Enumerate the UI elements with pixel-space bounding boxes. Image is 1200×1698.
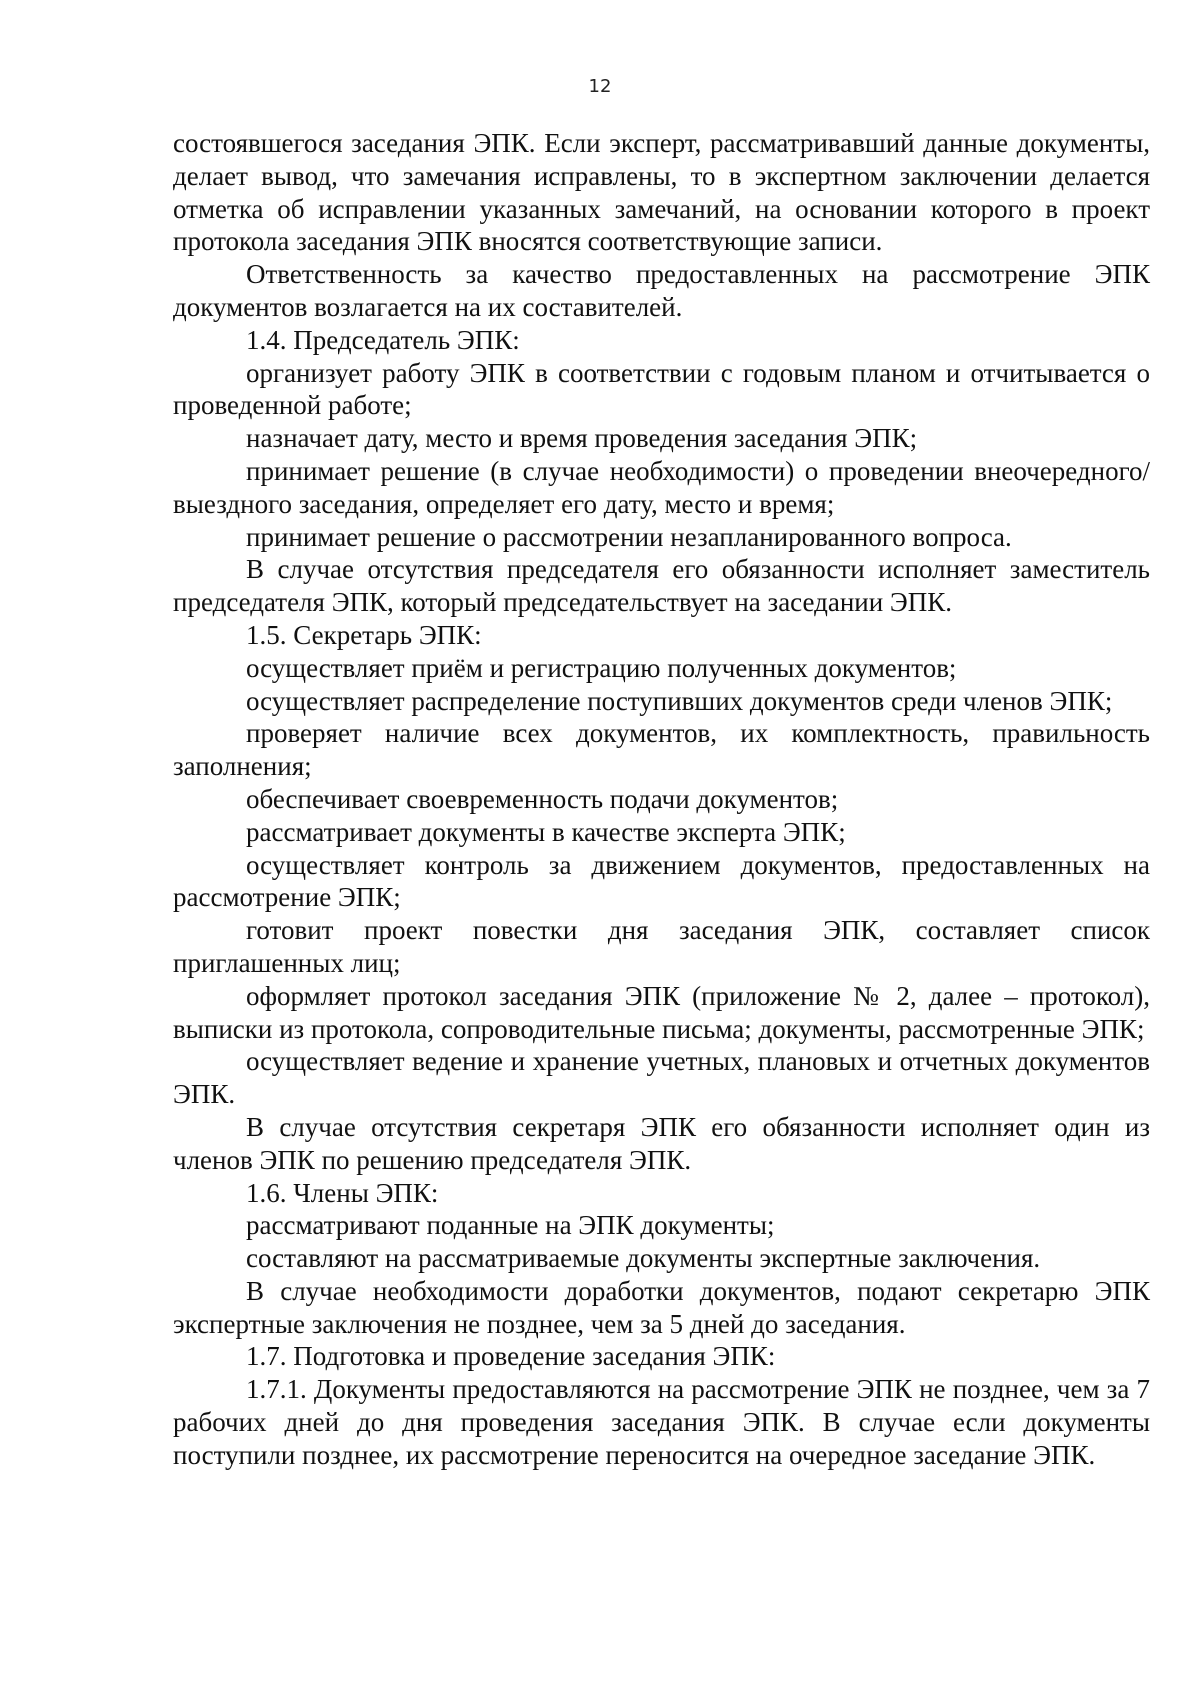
paragraph: 1.5. Секретарь ЭПК:	[246, 619, 482, 650]
document-body	[173, 127, 1150, 1472]
paragraph: готовит проект повестки дня заседания ЭПК, составляет список приглашенных лиц;	[173, 915, 1150, 978]
paragraph: рассматривает документы в качестве эксперта ЭПК;	[246, 816, 846, 847]
paragraph: Ответственность за качество предоставленных на рассмотрение ЭПК документов возлагается на их составителей.	[173, 259, 1150, 322]
paragraph: составляют на рассматриваемые документы экспертные заключения.	[246, 1243, 1041, 1274]
paragraph: принимает решение (в случае необходимости) о проведении внеочередного/выездного заседания, определяет его дату, место и время;	[173, 455, 1150, 519]
paragraph: осуществляет контроль за движением документов, предоставленных на рассмотрение ЭПК;	[173, 849, 1150, 913]
paragraph: осуществляет распределение поступивших документов среди членов ЭПК;	[246, 685, 1113, 716]
paragraph: В случае отсутствия председателя его обязанности исполняет заместитель председателя ЭПК, который председательствует на заседании ЭПК.	[173, 554, 1150, 618]
paragraph: 1.7.1. Документы предоставляются на рассмотрение ЭПК не позднее, чем за 7 рабочих дней до дня проведения заседания ЭПК. В случае если документы поступили позднее, их рассмотрение переносится на очередное заседание ЭПК.	[173, 1374, 1150, 1470]
paragraph: назначает дату, место и время проведения заседания ЭПК;	[246, 423, 918, 454]
page-number: 12	[588, 76, 612, 97]
paragraph: В случае отсутствия секретаря ЭПК его обязанности исполняет один из членов ЭПК по решению председателя ЭПК.	[173, 1111, 1150, 1175]
paragraph: организует работу ЭПК в соответствии с годовым планом и отчитывается о проведенной работе;	[173, 357, 1150, 421]
paragraph: рассматривают поданные на ЭПК документы;	[246, 1210, 775, 1241]
paragraph: В случае необходимости доработки документов, подают секретарю ЭПК экспертные заключения не позднее, чем за 5 дней до заседания.	[173, 1275, 1150, 1339]
paragraph: состоявшегося заседания ЭПК. Если эксперт, рассматривавший данные документы, делает вывод, что замечания исправлены, то в экспертном заключении делается отметка об исправлении указанных замечаний, на основании которого в проект протокола заседания ЭПК вносятся соответствующие записи.	[173, 128, 1150, 257]
paragraph: осуществляет ведение и хранение учетных, плановых и отчетных документов ЭПК.	[173, 1046, 1150, 1110]
paragraph: принимает решение о рассмотрении незапланированного вопроса.	[246, 521, 1012, 552]
paragraph: 1.7. Подготовка и проведение заседания ЭПК:	[246, 1341, 776, 1372]
paragraph: обеспечивает своевременность подачи документов;	[246, 783, 839, 814]
paragraph: проверяет наличие всех документов, их комплектность, правильность заполнения;	[173, 718, 1150, 782]
paragraph: осуществляет приём и регистрацию полученных документов;	[246, 652, 957, 683]
paragraph: оформляет протокол заседания ЭПК (приложение № 2, далее – протокол), выписки из протокола, сопроводительные письма; документы, рассмотренные ЭПК;	[173, 980, 1150, 1044]
paragraph: 1.6. Члены ЭПК:	[246, 1177, 439, 1208]
paragraph: 1.4. Председатель ЭПК:	[246, 324, 520, 355]
